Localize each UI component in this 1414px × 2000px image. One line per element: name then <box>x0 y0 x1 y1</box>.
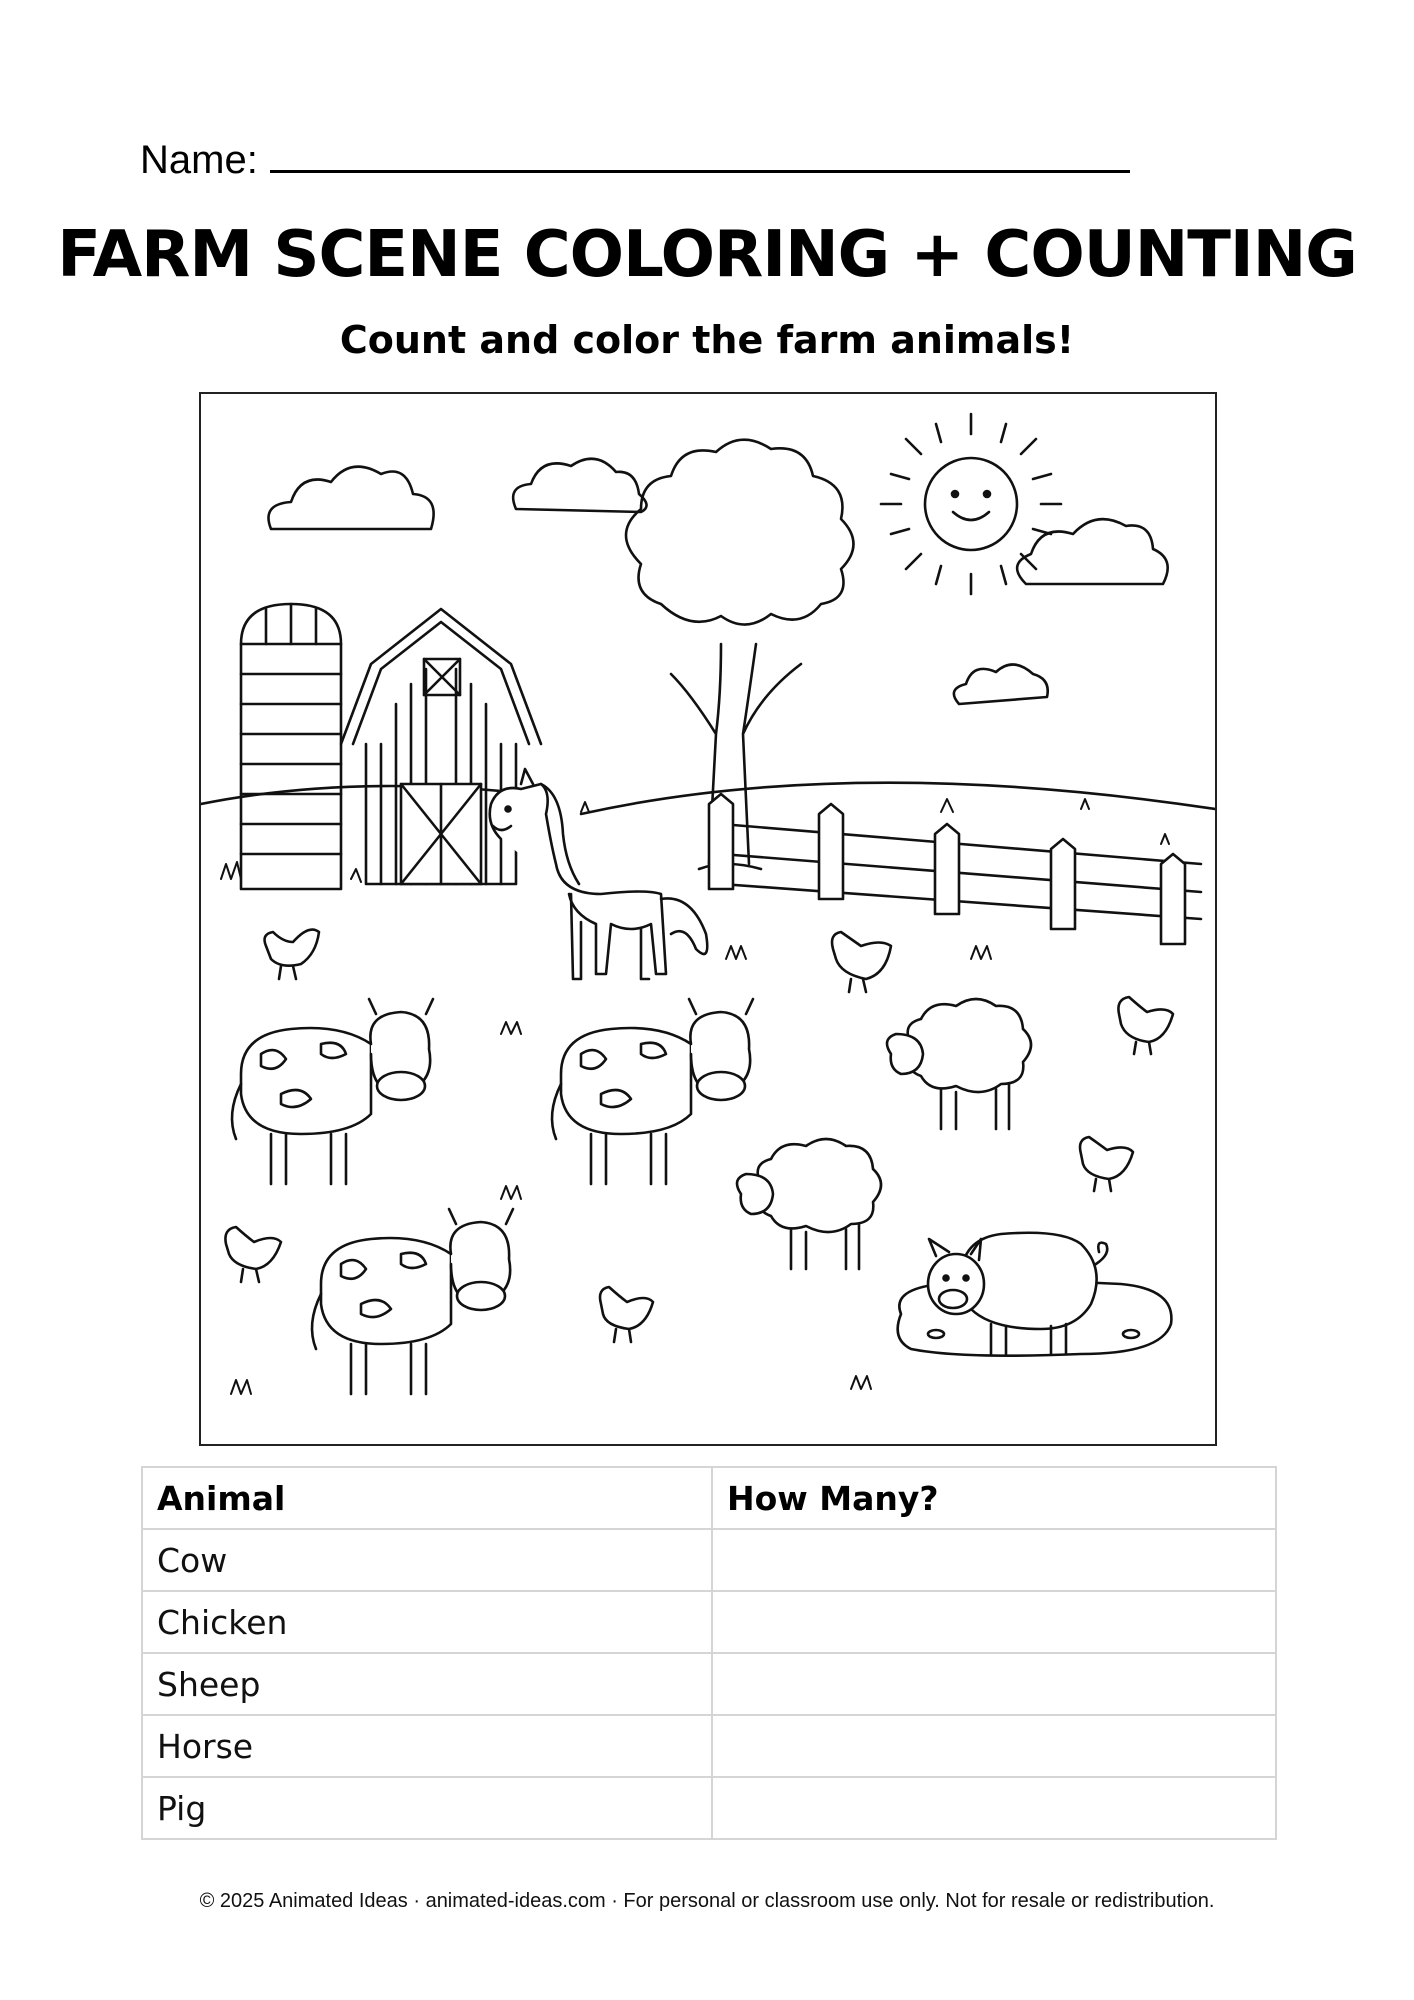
animal-name-cell: Chicken <box>142 1591 712 1653</box>
hill-right <box>581 783 1215 814</box>
cloud-4-icon <box>954 664 1048 704</box>
cloud-3-icon <box>1017 519 1168 584</box>
chicken-icon-2 <box>832 932 891 992</box>
copyright-footer: © 2025 Animated Ideas · animated-ideas.com · For personal or classroom use only. Not for resale or redistribution. <box>199 1890 1215 1912</box>
table-row <box>142 1529 1276 1591</box>
column-header-how-many: How Many? <box>712 1467 1276 1529</box>
chicken-icon-5 <box>225 1227 281 1282</box>
table-row <box>142 1777 1276 1839</box>
count-answer-cell[interactable] <box>712 1777 1276 1839</box>
chicken-icon-6 <box>600 1287 653 1342</box>
table-row <box>142 1715 1276 1777</box>
horse-icon <box>490 769 708 979</box>
name-blank-line[interactable] <box>270 140 1130 173</box>
cloud-1-icon <box>269 467 434 529</box>
sun-icon <box>881 414 1061 594</box>
animal-name-cell: Horse <box>142 1715 712 1777</box>
count-answer-cell[interactable] <box>712 1529 1276 1591</box>
count-answer-cell[interactable] <box>712 1715 1276 1777</box>
cow-icon-1 <box>232 999 433 1184</box>
name-label: Name: <box>140 138 258 182</box>
name-field[interactable] <box>140 138 1130 183</box>
animal-name-cell: Sheep <box>142 1653 712 1715</box>
page-title: FARM SCENE COLORING + COUNTING <box>57 218 1357 292</box>
instruction-text: Count and color the farm animals! <box>339 318 1075 362</box>
chicken-icon-1 <box>265 930 319 979</box>
silo-icon <box>241 604 341 889</box>
column-header-animal: Animal <box>142 1467 712 1529</box>
pig-icon <box>898 1233 1172 1356</box>
animal-name-cell: Pig <box>142 1777 712 1839</box>
tree-icon <box>626 440 854 869</box>
animal-name-cell: Cow <box>142 1529 712 1591</box>
cow-icon-3 <box>312 1209 513 1394</box>
count-answer-cell[interactable] <box>712 1653 1276 1715</box>
table-header-row <box>142 1467 1276 1529</box>
cloud-2-icon <box>513 459 646 512</box>
fence-icon <box>709 794 1201 944</box>
sheep-icon-2 <box>737 1139 881 1269</box>
farm-scene-illustration <box>199 392 1217 1446</box>
chicken-icon-4 <box>1080 1137 1133 1191</box>
cow-icon-2 <box>552 999 753 1184</box>
sheep-icon-1 <box>887 999 1031 1129</box>
chicken-icon-3 <box>1118 997 1173 1054</box>
table-row <box>142 1591 1276 1653</box>
table-row <box>142 1653 1276 1715</box>
count-table <box>141 1466 1277 1840</box>
count-answer-cell[interactable] <box>712 1591 1276 1653</box>
